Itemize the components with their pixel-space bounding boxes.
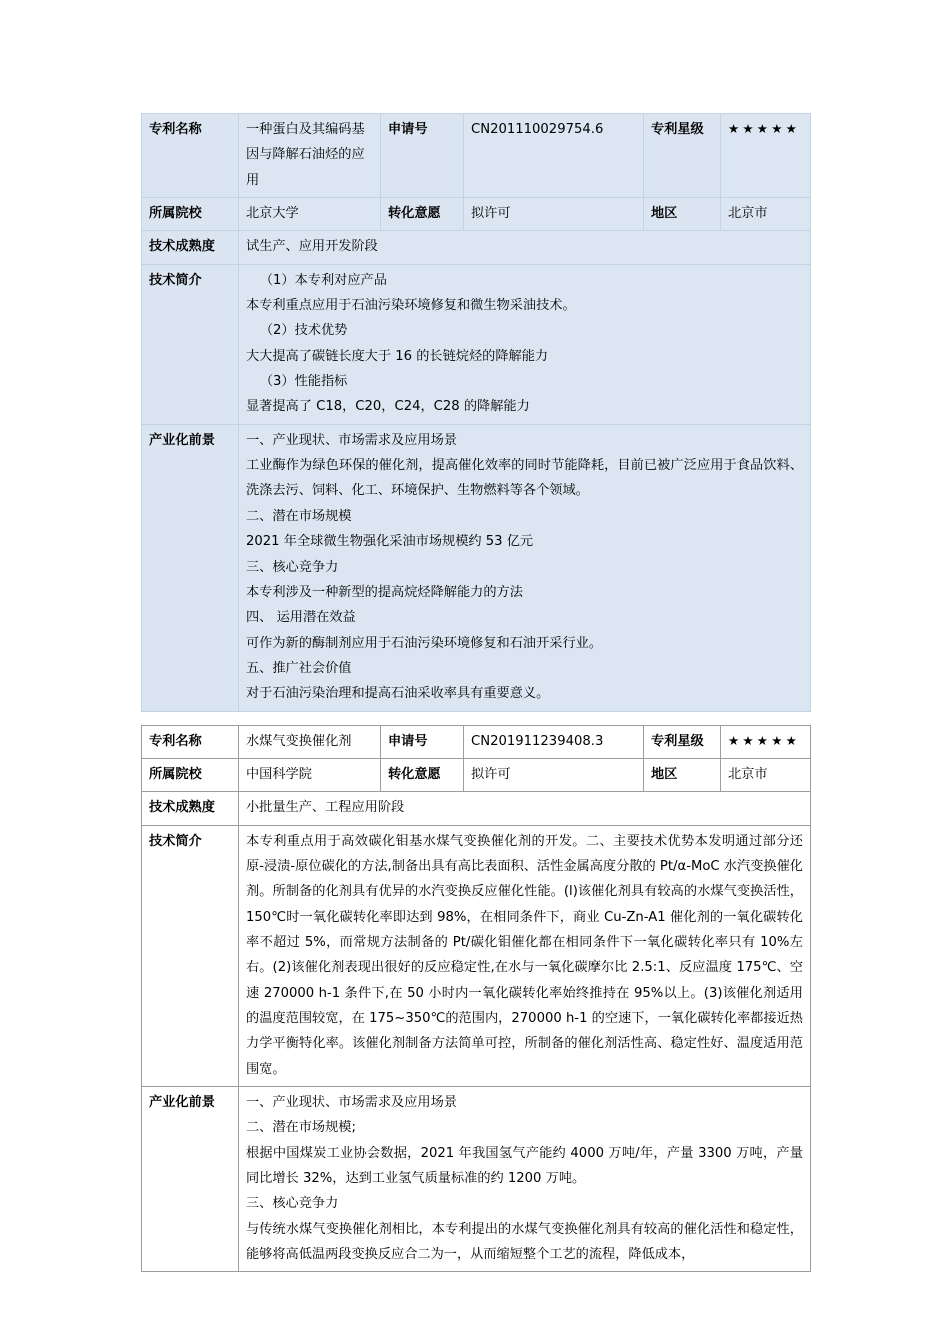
table-row <box>142 758 811 791</box>
patent-tables-container <box>141 113 810 1272</box>
value-transfer-intent: 拟许可 <box>464 198 644 231</box>
text-line: 大大提高了碳链长度大于 16 的长链烷烃的降解能力 <box>246 348 549 364</box>
table-row <box>142 114 811 198</box>
text-line: （3）性能指标 <box>259 374 348 390</box>
table-row <box>142 198 811 231</box>
table-row <box>142 825 811 1086</box>
label-maturity: 技术成熟度 <box>142 231 239 264</box>
value-tech-brief <box>239 825 811 1086</box>
value-application-no: CN201110029754.6 <box>464 114 644 198</box>
text-line: 与传统水煤气变换催化剂相比，本专利提出的水煤气变换催化剂具有较高的催化活性和稳定性，能够将高低温两段变换反应合二为一，从而缩短整个工艺的流程，降低成本， <box>246 1221 803 1263</box>
text-line: 2021 年全球微生物强化采油市场规模约 53 亿元 <box>246 534 534 550</box>
value-institution: 中国科学院 <box>239 758 381 791</box>
table-row <box>142 231 811 264</box>
table-spacer <box>141 712 810 725</box>
value-institution: 北京大学 <box>239 198 381 231</box>
text-line: （1）本专利对应产品 <box>259 272 387 288</box>
value-industrialization <box>239 424 811 711</box>
industrialization-lines-2 <box>246 1090 803 1267</box>
patent-table-2 <box>141 725 811 1273</box>
label-institution: 所属院校 <box>142 758 239 791</box>
industrialization-lines-1 <box>246 428 803 707</box>
value-maturity: 小批量生产、工程应用阶段 <box>239 792 811 825</box>
label-application-no: 申请号 <box>381 114 464 198</box>
label-star-rating: 专利星级 <box>644 114 721 198</box>
label-tech-brief: 技术简介 <box>142 264 239 424</box>
label-star-rating: 专利星级 <box>644 725 721 758</box>
value-region: 北京市 <box>721 758 811 791</box>
text-line: 根据中国煤炭工业协会数据，2021 年我国氢气产能约 4000 万吨/年，产量 3300 万吨，产量同比增长 32%，达到工业氢气质量标准的约 1200 万吨。 <box>246 1145 803 1187</box>
value-tech-brief <box>239 264 811 424</box>
label-region: 地区 <box>644 758 721 791</box>
text-line: 本专利重点应用于石油污染环境修复和微生物采油技术。 <box>246 298 576 314</box>
table-row <box>142 424 811 711</box>
label-transfer-intent: 转化意愿 <box>381 758 464 791</box>
text-line: 三、核心竞争力 <box>246 1196 339 1212</box>
text-line: 二、潜在市场规模; <box>246 1120 356 1136</box>
text-line: 显著提高了 C18，C20，C24，C28 的降解能力 <box>246 399 530 415</box>
value-industrialization <box>239 1087 811 1272</box>
value-transfer-intent: 拟许可 <box>464 758 644 791</box>
label-region: 地区 <box>644 198 721 231</box>
label-patent-name: 专利名称 <box>142 725 239 758</box>
value-application-no: CN201911239408.3 <box>464 725 644 758</box>
text-line: 对于石油污染治理和提高石油采收率具有重要意义。 <box>246 686 550 702</box>
label-transfer-intent: 转化意愿 <box>381 198 464 231</box>
label-industrialization: 产业化前景 <box>142 424 239 711</box>
text-line: 四、 运用潜在效益 <box>246 610 356 626</box>
label-institution: 所属院校 <box>142 198 239 231</box>
text-line: 一、产业现状、市场需求及应用场景 <box>246 432 457 448</box>
label-industrialization: 产业化前景 <box>142 1087 239 1272</box>
value-star-rating: ★★★★★ <box>721 725 811 758</box>
text-line: 一、产业现状、市场需求及应用场景 <box>246 1095 457 1111</box>
table-row <box>142 792 811 825</box>
table-row <box>142 264 811 424</box>
tech-brief-paragraph-2: 本专利重点用于高效碳化钼基水煤气变换催化剂的开发。二、主要技术优势本发明通过部分还原-浸渍-原位碳化的方法,制备出具有高比表面积、活性金属高度分散的 Pt/α-MoC 水汽变换催化剂。所制备的化剂具有优异的水汽变换反应催化性能。(l)该催化剂具有较高的水煤气变换活性，150℃时一氧化碳转化率即达到 98%，在相同条件下，商业 Cu-Zn-A1 催化剂的一氧化碳转化率不超过 5%，而常规方法制备的 Pt/碳化钼催化都在相同条件下一氧化碳转化率只有 10%左右。(2)该催化剂表现出很好的反应稳定性,在水与一氧化碳摩尔比 2.5:1、反应温度 175℃、空速 270000 h-1 条件下,在 50 小时内一氧化碳转化率始终推持在 95%以上。(3)该催化剂适用的温度范围较宽，在 175~350℃的范围内，270000 h-1 的空速下，一氧化碳转化率都接近热力学平衡特化率。该催化剂制备方法简单可控，所制备的催化剂活性高、稳定性好、温度适用范围宽。 <box>246 833 803 1077</box>
patent-table-1 <box>141 113 811 712</box>
label-application-no: 申请号 <box>381 725 464 758</box>
label-maturity: 技术成熟度 <box>142 792 239 825</box>
value-maturity: 试生产、应用开发阶段 <box>239 231 811 264</box>
text-line: （2）技术优势 <box>259 323 348 339</box>
text-line: 五、推广社会价值 <box>246 660 352 676</box>
text-line: 工业酶作为绿色环保的催化剂，提高催化效率的同时节能降耗，目前已被广泛应用于食品饮料、洗涤去污、饲料、化工、环境保护、生物燃料等各个领域。 <box>246 458 803 499</box>
tech-brief-lines-1 <box>246 268 803 420</box>
table-row <box>142 725 811 758</box>
value-region: 北京市 <box>721 198 811 231</box>
label-patent-name: 专利名称 <box>142 114 239 198</box>
text-line: 本专利涉及一种新型的提高烷烃降解能力的方法 <box>246 584 523 600</box>
value-patent-name: 一种蛋白及其编码基因与降解石油烃的应用 <box>239 114 381 198</box>
text-line: 二、潜在市场规模 <box>246 508 352 524</box>
text-line: 三、核心竞争力 <box>246 559 339 575</box>
value-star-rating: ★★★★★ <box>721 114 811 198</box>
value-patent-name: 水煤气变换催化剂 <box>239 725 381 758</box>
text-line: 可作为新的酶制剂应用于石油污染环境修复和石油开采行业。 <box>246 635 603 651</box>
table-row <box>142 1087 811 1272</box>
label-tech-brief: 技术简介 <box>142 825 239 1086</box>
